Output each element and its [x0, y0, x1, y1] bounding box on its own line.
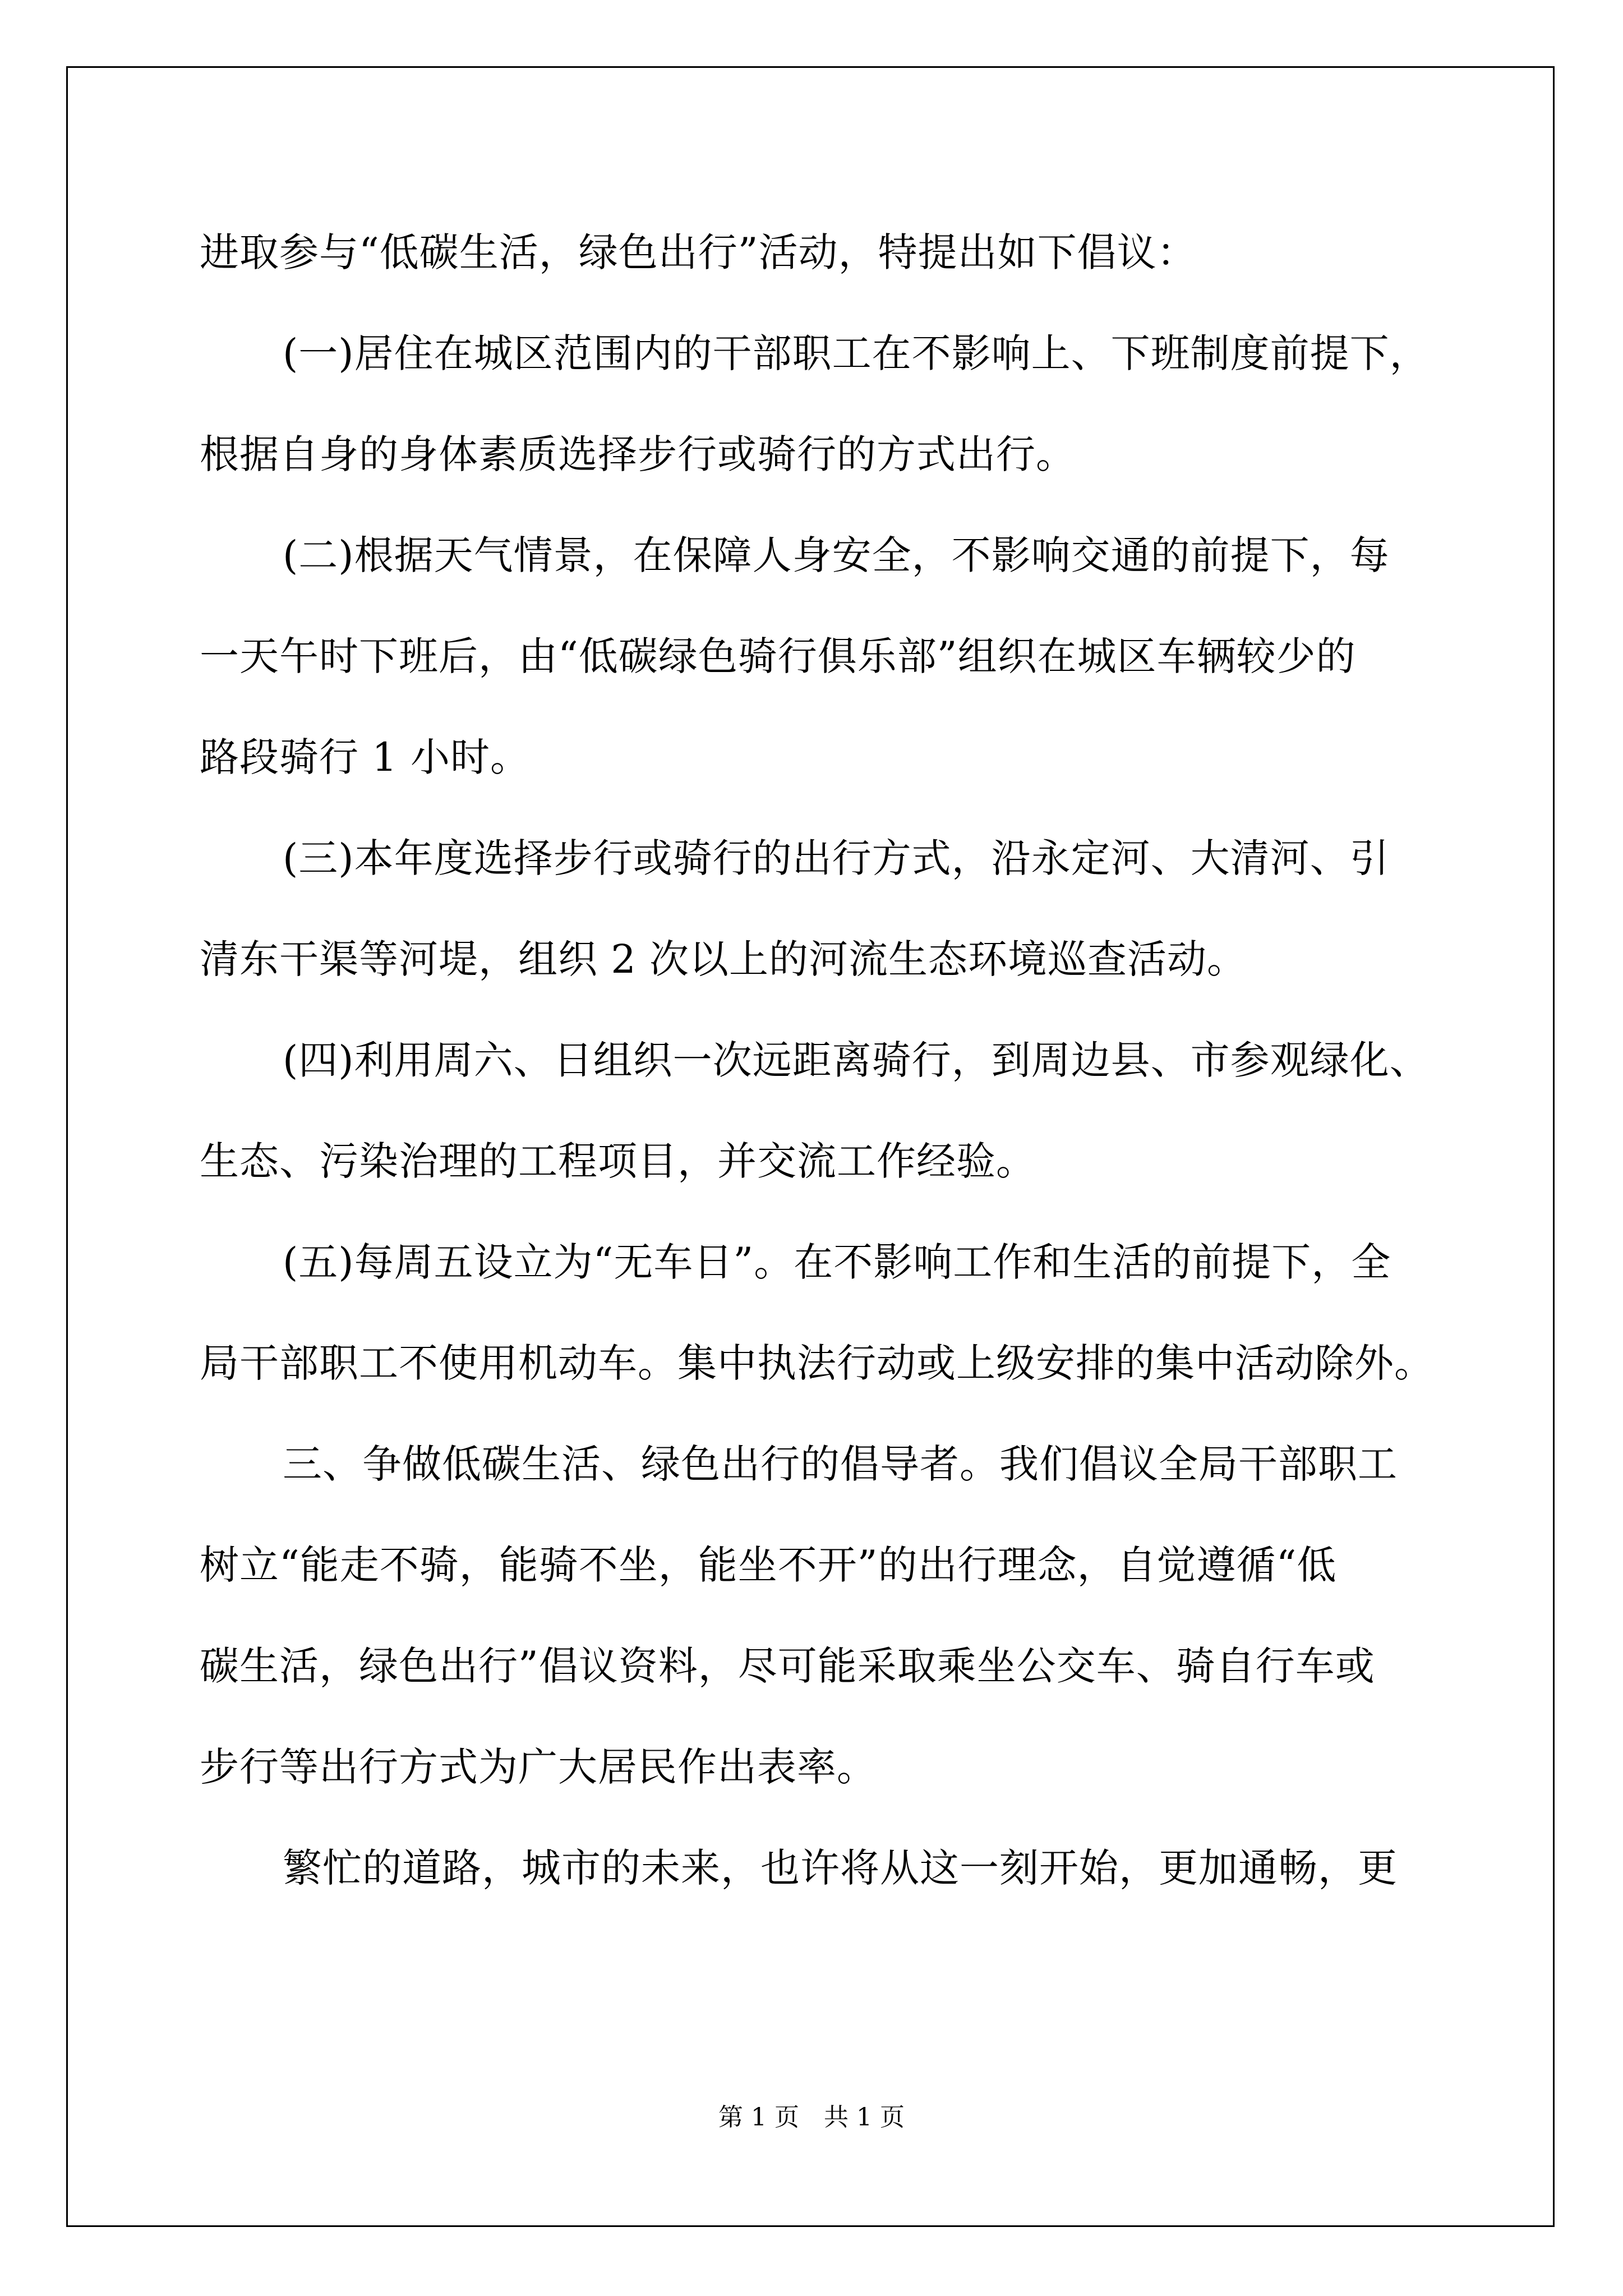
text-line: 碳生活，绿色出行”倡议资料，尽可能采取乘坐公交车、骑自行车或 [200, 1643, 1375, 1689]
text-line: 步行等出行方式为广大居民作出表率。 [200, 1744, 877, 1790]
text-line: 繁忙的道路，城市的未来，也许将从这一刻开始，更加通畅，更 [283, 1845, 1398, 1891]
text-line: 进取参与“低碳生活，绿色出行”活动，特提出如下倡议： [200, 229, 1197, 275]
text-line: (三)本年度选择步行或骑行的出行方式，沿永定河、大清河、引 [283, 835, 1390, 881]
text-line: 生态、污染治理的工程项目，并交流工作经验。 [200, 1138, 1036, 1184]
text-line: (一)居住在城区范围内的干部职工在不影响上、下班制度前提下， [283, 330, 1430, 376]
text-line: 根据自身的身体素质选择步行或骑行的方式出行。 [200, 431, 1076, 477]
text-line: (五)每周五设立为“无车日”。在不影响工作和生活的前提下，全 [283, 1239, 1391, 1285]
text-line: 树立“能走不骑，能骑不坐，能坐不开”的出行理念，自觉遵循“低 [200, 1542, 1337, 1588]
text-line: 局干部职工不使用机动车。集中执法行动或上级安排的集中活动除外。 [200, 1340, 1434, 1386]
text-line: 路段骑行 1 小时。 [200, 734, 531, 780]
page-number-footer: 第 1 页 共 1 页 [718, 2103, 905, 2132]
text-line: (四)利用周六、日组织一次远距离骑行，到周边县、市参观绿化、 [283, 1037, 1430, 1083]
text-line: 一天午时下班后，由“低碳绿色骑行俱乐部”组织在城区车辆较少的 [200, 633, 1356, 679]
text-line: (二)根据天气情景，在保障人身安全，不影响交通的前提下，每 [283, 532, 1390, 578]
text-line: 清东干渠等河堤，组织 2 次以上的河流生态环境巡查活动。 [200, 936, 1247, 982]
text-line: 三、争做低碳生活、绿色出行的倡导者。我们倡议全局干部职工 [283, 1441, 1398, 1487]
